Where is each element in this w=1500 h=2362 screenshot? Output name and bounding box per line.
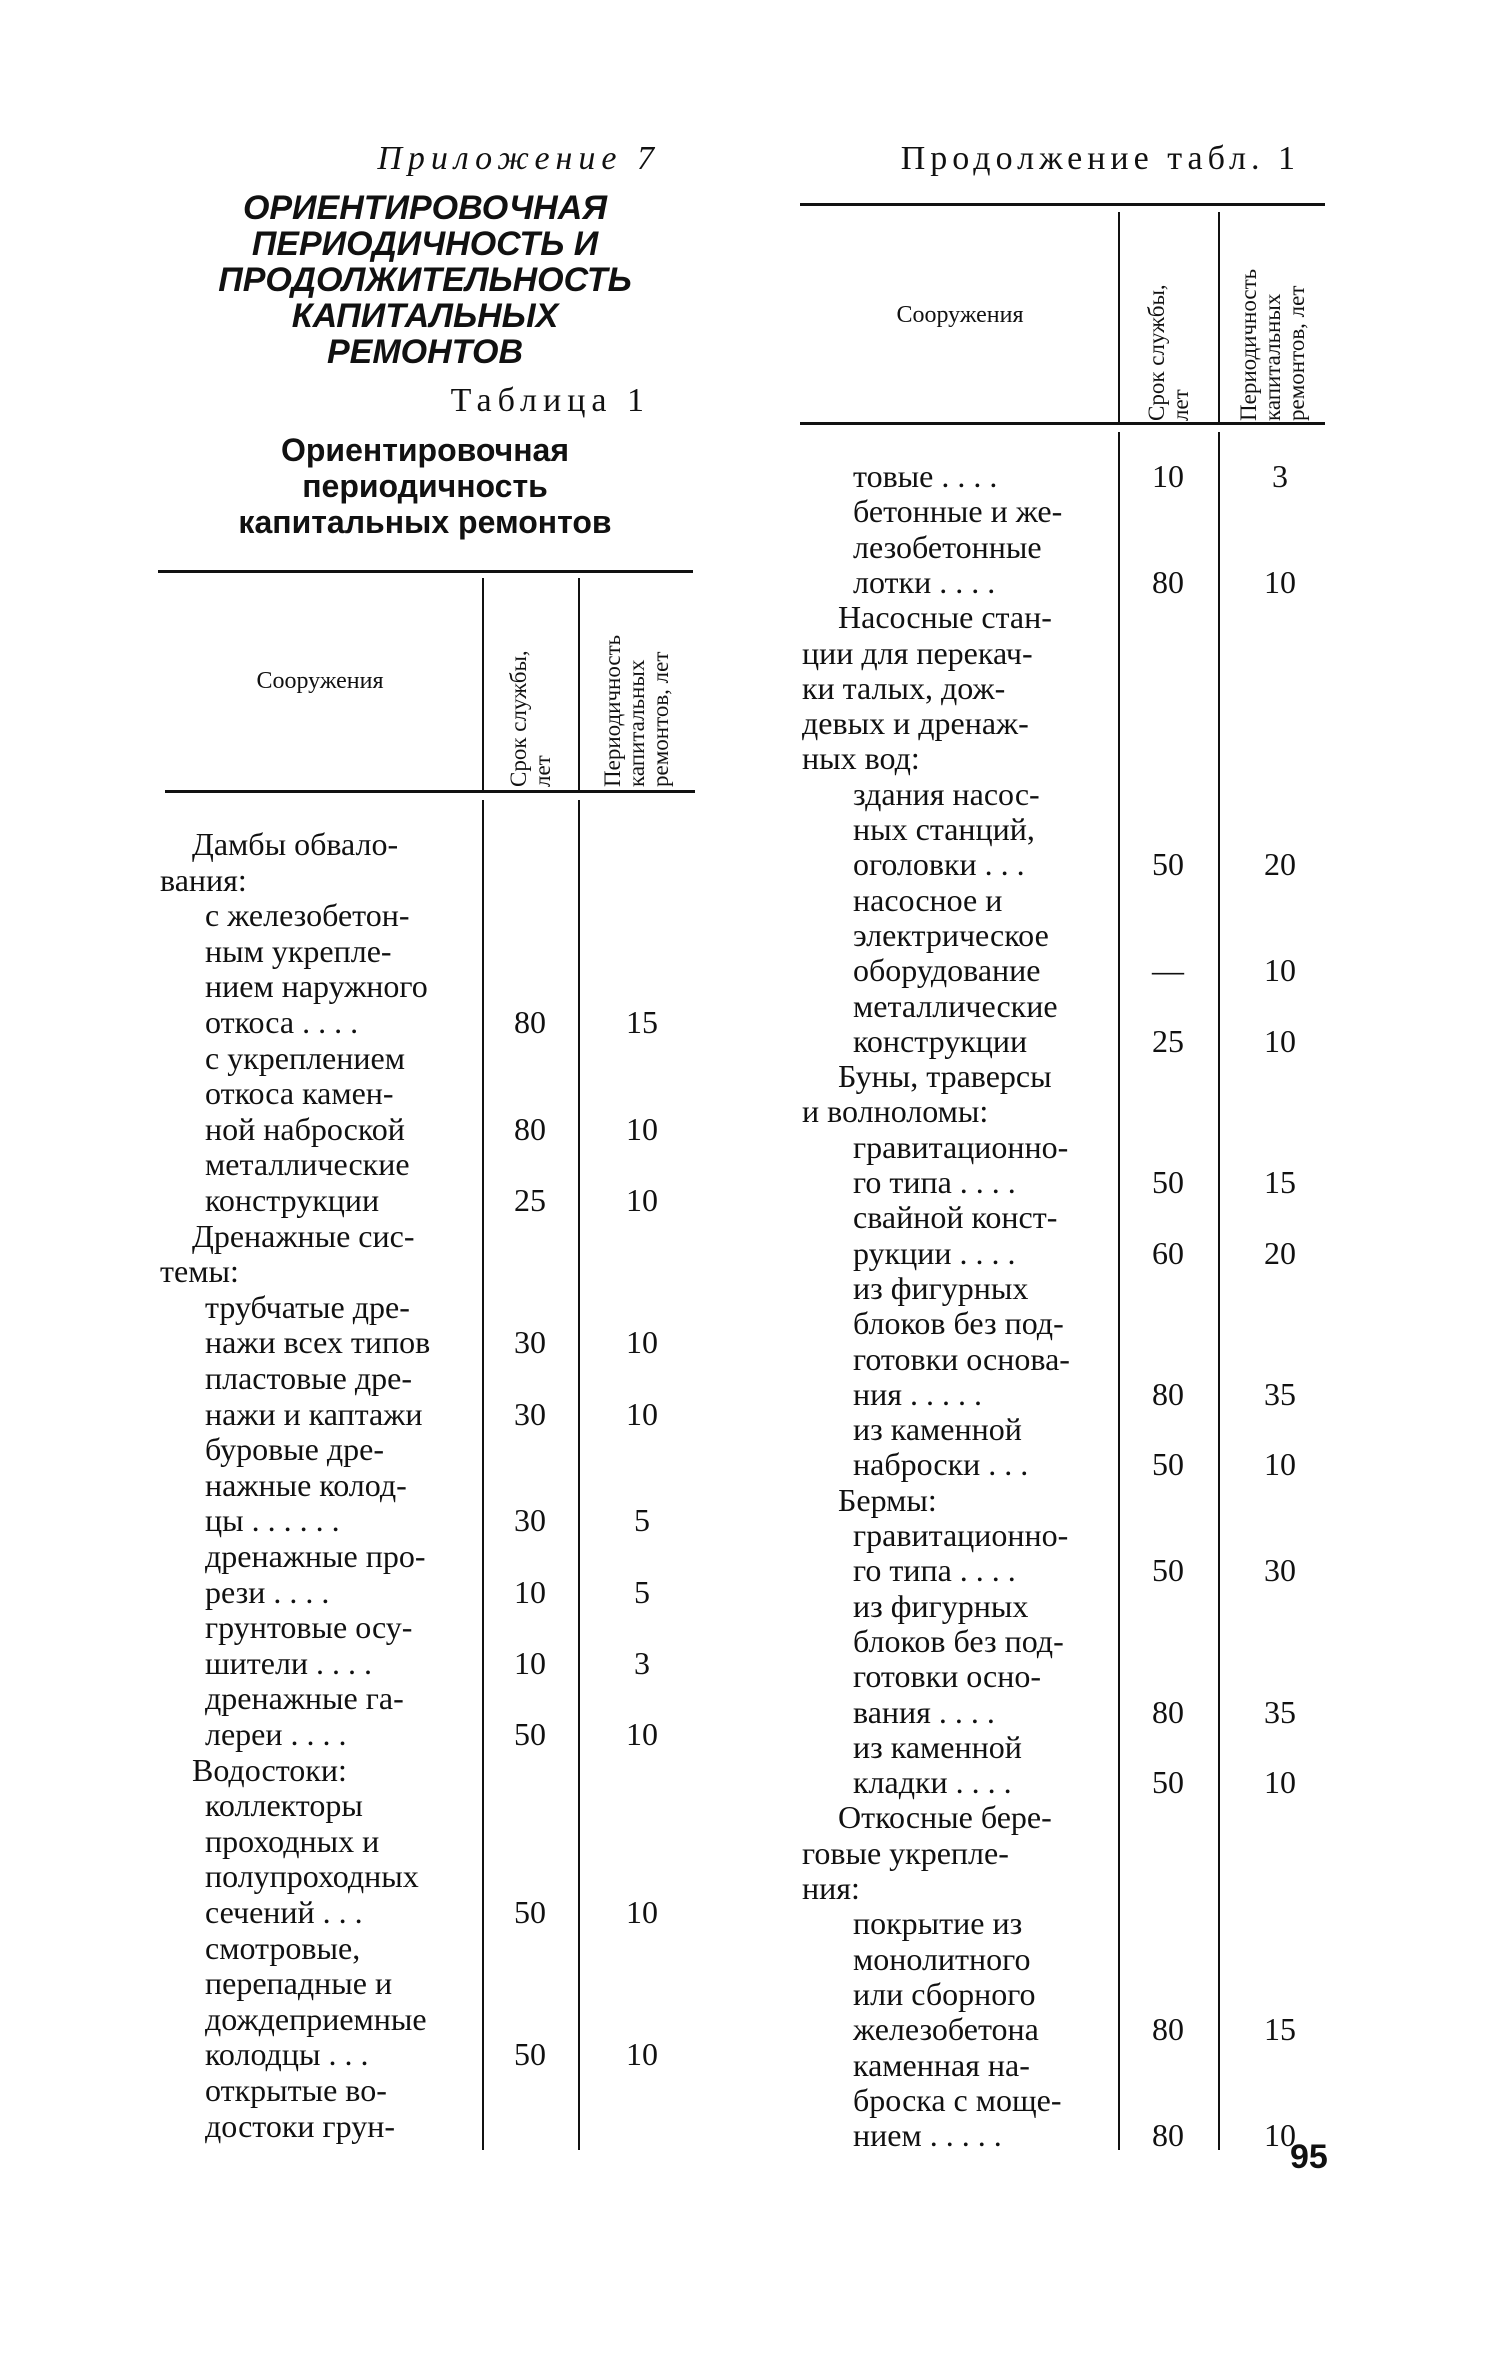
table-title-line: капитальных ремонтов — [238, 504, 612, 540]
header-period-line: ремонтов, лет — [1284, 285, 1309, 421]
row-label: гравитационно- — [853, 1128, 1069, 1165]
row-label: товые . . . . — [853, 458, 998, 494]
row-label: Водостоки: — [192, 1751, 347, 1788]
row-label: лотки . . . . — [853, 563, 996, 600]
service-life-value: 50 — [1152, 1164, 1184, 1200]
header-period-line: Периодичность — [600, 634, 625, 787]
title-line: ПЕРИОДИЧНОСТЬ И — [251, 225, 599, 263]
service-life-value: 80 — [1152, 563, 1184, 600]
service-life-value: 80 — [1152, 2011, 1184, 2048]
row-label: буровые дре- — [205, 1431, 385, 1468]
row-label: открытые во- — [205, 2072, 387, 2108]
repair-period-value: 20 — [1264, 846, 1296, 883]
row-label: цы . . . . . . — [205, 1502, 340, 1539]
table-label: Таблица 1 — [450, 382, 650, 419]
repair-period-value: 10 — [1264, 952, 1296, 989]
row-label: каменная на- — [853, 2046, 1030, 2083]
row-label: достоки грун- — [205, 2107, 395, 2144]
table-title-line: Ориентировочная — [280, 432, 570, 468]
repair-period-value: 20 — [1264, 1234, 1296, 1271]
row-label: ных станций, — [853, 811, 1035, 847]
service-life-value: 50 — [1152, 1446, 1184, 1483]
row-label: полупроходных — [205, 1858, 419, 1895]
repair-period-value: 10 — [626, 1324, 658, 1361]
row-label: нажи и каптажи — [205, 1395, 423, 1432]
service-life-value: 25 — [514, 1182, 546, 1218]
row-label: с укреплением — [205, 1039, 405, 1076]
row-label: нажи всех типов — [205, 1324, 431, 1361]
repair-period-value: 10 — [1264, 2117, 1296, 2154]
service-life-value: 80 — [514, 1004, 546, 1040]
row-label: лезобетонные — [853, 528, 1042, 565]
row-label: смотровые, — [205, 1929, 361, 1966]
title-line: ОРИЕНТИРОВОЧНАЯ — [242, 189, 608, 227]
title-line: КАПИТАЛЬНЫХ — [291, 297, 559, 335]
repair-period-value: 10 — [1264, 1022, 1296, 1059]
row-label: нием наружного — [205, 968, 428, 1005]
row-label: нажные колод- — [205, 1466, 407, 1503]
service-life-value: 50 — [514, 1894, 546, 1930]
repair-period-value: 30 — [1264, 1552, 1296, 1589]
row-label: гравитационно- — [853, 1517, 1069, 1553]
row-label: свайной конст- — [853, 1199, 1058, 1236]
row-label: монолитного — [853, 1940, 1031, 1977]
row-label: ции для перекач- — [802, 634, 1033, 671]
row-label: и волноломы: — [802, 1093, 989, 1130]
row-label: насосное и — [853, 881, 1003, 918]
repair-period-value: 10 — [1264, 1764, 1296, 1801]
row-label: коллекторы — [205, 1787, 363, 1824]
repair-period-value: 5 — [634, 1502, 650, 1539]
row-label: оборудование — [853, 952, 1041, 989]
row-label: из фигурных — [853, 1587, 1029, 1624]
service-life-value: — — [1152, 952, 1184, 989]
row-label: дренажные про- — [205, 1538, 426, 1574]
row-label: Бермы: — [838, 1481, 937, 1518]
row-label: вания: — [160, 861, 247, 898]
right-header-structure: Сооружения — [896, 302, 1024, 328]
row-label: металлические — [205, 1146, 410, 1183]
repair-period-value: 15 — [626, 1004, 658, 1040]
row-label: здания насос- — [853, 775, 1040, 812]
row-label: сечений . . . — [205, 1894, 363, 1930]
service-life-value: 30 — [514, 1502, 546, 1539]
repair-period-value: 10 — [626, 1182, 658, 1218]
header-life-line: Срок службы, — [1144, 284, 1169, 421]
row-label: проходных и — [205, 1822, 380, 1859]
row-label: железобетона — [853, 2011, 1039, 2048]
repair-period-value: 35 — [1264, 1693, 1296, 1730]
repair-period-value: 5 — [634, 1573, 650, 1610]
row-label: конструкции — [853, 1022, 1028, 1059]
header-period-line: Периодичность — [1236, 268, 1261, 421]
service-life-value: 25 — [1152, 1022, 1184, 1059]
row-label: темы: — [160, 1253, 239, 1290]
repair-period-value: 15 — [1264, 2011, 1296, 2048]
header-life-line: лет — [1168, 389, 1193, 421]
header-period-line: ремонтов, лет — [648, 651, 673, 787]
row-label: ным укрепле- — [205, 932, 392, 969]
row-label: из каменной — [853, 1411, 1022, 1448]
row-label: электрическое — [853, 916, 1049, 953]
row-label: грунтовые осу- — [205, 1609, 413, 1646]
row-label: металлические — [853, 987, 1058, 1024]
title-line: РЕМОНТОВ — [327, 333, 523, 371]
row-label: откоса камен- — [205, 1075, 394, 1112]
row-label: перепадные и — [205, 1965, 393, 2002]
service-life-value: 50 — [1152, 1764, 1184, 1801]
header-period-line: капитальных — [1260, 293, 1285, 421]
row-label: откоса . . . . — [205, 1004, 359, 1040]
row-label: конструкции — [205, 1182, 380, 1218]
row-label: блоков без под- — [853, 1622, 1064, 1659]
repair-period-value: 10 — [626, 1110, 658, 1147]
row-label: бетонные и же- — [853, 493, 1063, 530]
row-label: дождеприемные — [205, 2000, 427, 2037]
row-label: го типа . . . . — [853, 1164, 1016, 1200]
row-label: с железобетон- — [205, 897, 410, 934]
row-label: наброски . . . — [853, 1446, 1029, 1483]
row-label: ных вод: — [802, 740, 920, 777]
row-label: девых и дренаж- — [802, 705, 1029, 742]
row-label: дренажные га- — [205, 1680, 404, 1717]
row-label: Дамбы обвало- — [192, 826, 399, 862]
service-life-value: 60 — [1152, 1234, 1184, 1271]
repair-period-value: 10 — [626, 1716, 658, 1752]
row-label: пластовые дре- — [205, 1360, 413, 1396]
row-label: из каменной — [853, 1728, 1022, 1765]
row-label: вания . . . . — [853, 1693, 995, 1730]
row-label: кладки . . . . — [853, 1764, 1012, 1801]
continuation-label: Продолжение табл. 1 — [900, 140, 1300, 177]
row-label: Насосные стан- — [838, 599, 1052, 636]
row-label: ной наброской — [205, 1110, 405, 1147]
repair-period-value: 10 — [626, 1395, 658, 1432]
title-line: ПРОДОЛЖИТЕЛЬНОСТЬ — [218, 261, 632, 299]
repair-period-value: 3 — [634, 1644, 650, 1681]
service-life-value: 30 — [514, 1324, 546, 1361]
service-life-value: 80 — [1152, 1375, 1184, 1412]
row-label: колодцы . . . — [205, 2036, 369, 2073]
row-label: готовки осно- — [853, 1658, 1042, 1695]
repair-period-value: 15 — [1264, 1164, 1296, 1200]
row-label: говые укрепле- — [802, 1834, 1009, 1871]
service-life-value: 80 — [514, 1110, 546, 1147]
row-label: броска с моще- — [853, 2081, 1062, 2118]
service-life-value: 10 — [514, 1644, 546, 1681]
row-label: блоков без под- — [853, 1305, 1064, 1342]
row-label: оголовки . . . — [853, 846, 1025, 883]
appendix-label: Приложение 7 — [377, 140, 660, 177]
row-label: Откосные бере- — [838, 1799, 1052, 1836]
service-life-value: 50 — [514, 2036, 546, 2073]
header-life-line: Срок службы, — [506, 650, 531, 787]
row-label: Дренажные сис- — [192, 1217, 415, 1254]
repair-period-value: 3 — [1272, 458, 1288, 494]
service-life-value: 50 — [1152, 1552, 1184, 1589]
row-label: или сборного — [853, 1975, 1036, 2012]
row-label: ния: — [802, 1870, 860, 1906]
left-header-structure: Сооружения — [256, 668, 384, 694]
page-number: 95 — [1290, 2138, 1328, 2176]
service-life-value: 50 — [1152, 846, 1184, 883]
row-label: ки талых, дож- — [802, 669, 1006, 706]
row-label: покрытие из — [853, 1905, 1023, 1942]
repair-period-value: 10 — [1264, 1446, 1296, 1483]
repair-period-value: 10 — [626, 2036, 658, 2073]
row-label: лереи . . . . — [205, 1716, 347, 1752]
service-life-value: 50 — [514, 1716, 546, 1752]
service-life-value: 80 — [1152, 2117, 1184, 2154]
row-label: нием . . . . . — [853, 2117, 1002, 2154]
row-label: из фигурных — [853, 1269, 1029, 1306]
row-label: рукции . . . . — [853, 1234, 1016, 1271]
row-label: трубчатые дре- — [205, 1288, 410, 1325]
row-label: рези . . . . — [205, 1573, 330, 1610]
repair-period-value: 35 — [1264, 1375, 1296, 1412]
row-label: ния . . . . . — [853, 1375, 982, 1412]
repair-period-value: 10 — [1264, 563, 1296, 600]
row-label: готовки основа- — [853, 1340, 1070, 1377]
service-life-value: 80 — [1152, 1693, 1184, 1730]
header-period-line: капитальных — [624, 659, 649, 787]
service-life-value: 10 — [514, 1573, 546, 1610]
row-label: Буны, траверсы — [838, 1058, 1052, 1095]
row-label: го типа . . . . — [853, 1552, 1016, 1589]
header-life-line: лет — [530, 755, 555, 787]
table-title-line: периодичность — [302, 468, 548, 504]
service-life-value: 30 — [514, 1395, 546, 1432]
service-life-value: 10 — [1152, 458, 1184, 494]
repair-period-value: 10 — [626, 1894, 658, 1930]
row-label: шители . . . . — [205, 1644, 373, 1681]
